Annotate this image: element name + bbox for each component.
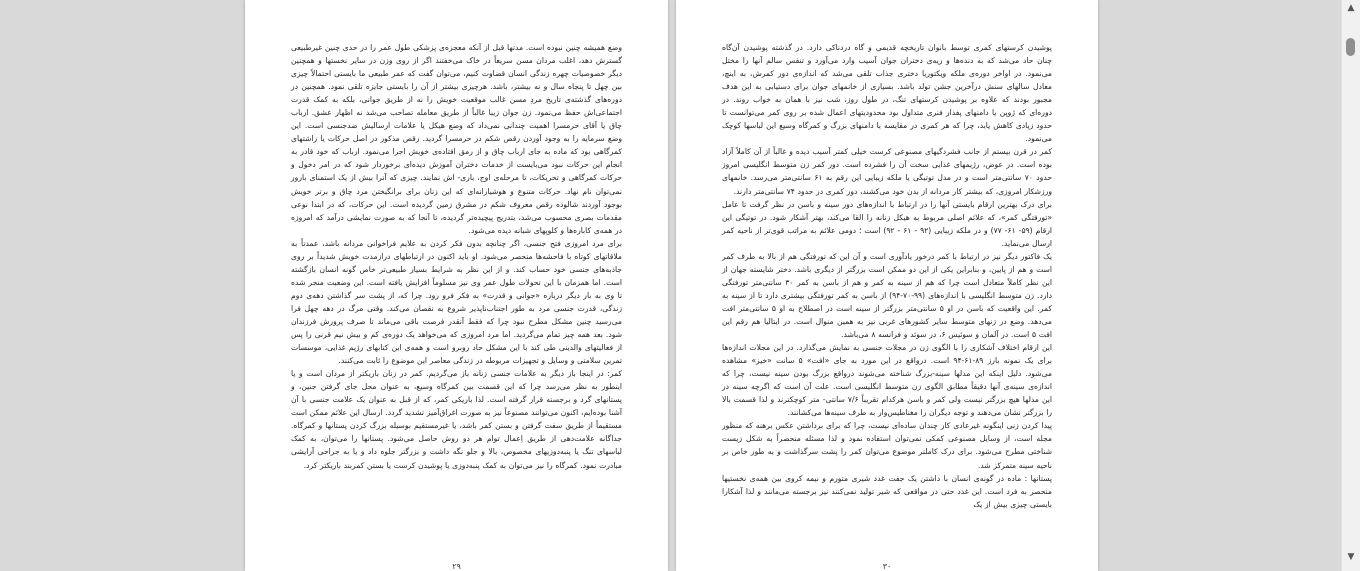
paragraph: پستانها : ماده در گونه‌ی انسان با داشتن یک جفت غدد شیری متورم و نیمه کروی بین همه‌ی نخستیها منحصر به فرد است. این غدد حتی در مواقعی که شیر تولید نمی‌کنند نیز برجسته می‌مانند و لذا آشکارا بایستی چیزی بیش از یک bbox=[722, 473, 1052, 509]
page-text bbox=[722, 41, 1052, 511]
scroll-thumb[interactable] bbox=[1346, 38, 1355, 56]
paragraph: کمر در قرن بیستم از جانب فشردگیهای مصنوعی کرست خیلی کمتر آسیب دیده و غالباً از آن کاملاً آزاد بوده است. در عوض، رژیمهای غذایی سخت آن را فشرده است. دور کمر زن متوسط انگلیسی امروز حدود ۷۰ سانتی‌متر است و در مدل توتیگی یا ملکه زیبایی این رقم به ۶۱ سانتی‌متر می‌رسد. خانمهای ورزشکار امروزی، که بیشتر کار مردانه از بدن خود می‌کشند، دور کمری در حدود ۷۴ سانتی‌متر دارند. bbox=[722, 147, 1053, 196]
paragraph: پوشیدن کرستهای کمری توسط بانوان تاریخچه قدیمی و گاه دردناکی دارد. در گذشته پوشیدن آن‌گاه چنان حاد می‌شد که به دنده‌ها و ریه‌ی دختران جوان آسیب وارد می‌آورد و تنفس سالم آنها را مختل می‌نمود. در اواخر دوره‌ی ملکه ویکتوریا دختری جذاب تلقی می‌شد که اندازه‌ی دور کمرش، به اینچ، معادل سالهای سنش درآخرین جشن تولد باشد. بسیاری از خانمهای جوان برای دستیابی به این هدف مجبور بودند که علاوه بر پوشیدن کرستهای تنگ، در طول روز، شب نیز با همان به خواب روند. در دوره‌ای که ژوپن یا دامنهای پفدار فنری متداول بود محدودیتهای اعمال شده بر روی کمر می‌توانست تا حدود زیادی کاهش یابد، چرا که هر کمری در مقایسه با دامنهای بزرگ و کمرگاه وسیع این لباسها کوچک می‌نمود. bbox=[722, 43, 1052, 144]
page-30 bbox=[676, 0, 1098, 571]
page-text bbox=[291, 41, 622, 472]
paragraph: برای درک بهترین ارقام بایستی آنها را در ارتباط با اندازه‌های دور سینه و باسن در نظر گرفت تا عامل «تورفتگی کمر»، که علائم اصلی مربوط به هیکل زنانه را القا می‌کند، بهتر آشکار شود. در توتیگی این ارقام (۵۹- ۶۱- ۷۷) و در ملکه زیبایی (۹۲ - ۶۱ - ۹۲) است ؛ دومی علائم به مراتب قوی‌تر از ناحیه کمر ارسال می‌نماید. bbox=[722, 199, 1052, 248]
paragraph: پیدا کردن زنی اینگونه غیرعادی کار چندان ساده‌ای نیست، چرا که برای برداشتن عکس برهنه که منظور مجله است، از وسایل مصنوعی کمکی نمی‌توان استفاده نمود و لذا مسئله منحصراً به شکل زیست شناختی مطرح می‌شود. برای درک کاملتر موضوع می‌توان کمر را پشت سرگذاشت و به طور خاص بر ناحیه سینه متمرکز شد. bbox=[722, 421, 1052, 470]
paragraph: یک فاکتور دیگر نیز در ارتباط با کمر درخور یادآوری است و آن این که تورفتگی هم از بالا به طرف کمر است و هم از پایین، و بنابراین یکی از این دو ممکن است بزرگتر از دیگری باشد. دختر شایسته جهان از این نظر کاملاً متعادل است چرا که هم از سینه به کمر و هم از باسن به کمر ۳۰ سانتی‌متر تورفتگی دارد. زن متوسط انگلیسی با اندازه‌های (۹۹-۷۰-۹۴) از باسن به کمر تورفتگی بیشتری دارد تا از سینه به کمر. این واقعیت که باسن در او ۵ سانتی‌متر بزرگتر از سینه است در اصطلاح به او ۵ سانتی‌متر افت می‌دهد. وضع در زنهای متوسط سایر کشورهای غربی نیز به همین منوال است. در ایتالیا هم رقم این افت ۵ است. در آلمان و سوئیس ۶، در سوئد و فرانسه ۸ می‌باشد. bbox=[722, 251, 1053, 340]
paragraph: کمر: در اینجا باز دیگر به علامات جنسی زنانه باز می‌گردیم. کمر در زنان باریکتر از مردان است و یا اینطور به نظر می‌رسد چرا که این قسمت بین کمرگاه وسیع، به عنوان محل جای گرفتن جنین، و پستانهای گرد و برجسته قرار گرفته است. لذا باریکی کمر، که از قبل به عنوان یک علامت جنسی با آن آشنا بوده‌ایم، اکنون می‌توانند مصنوعاً نیز به صورت اغراق‌آمیز تشدید گردد. ارسال این علائم ممکن است مستقیماً از طریق سفت گرفتن و بستن کمر باشد، یا غیرمستقیم بوسیله بزرگ کردن پستانها و کمرگاه. جداگانه علامت‌دهی از طریق اِعمال توام هر دو روش حاصل می‌شود. پستانها را می‌توان، به کمک لباسهای تنگ یا پنبه‌دوزیهای مخصوص، بالا و جلو نگه داشت و بزرگتر جلوه داد و یا به جراحی آرایشی مبادرت نمود. کمرگاه را نیز می‌توان به کمک پنبه‌دوزی یا پوشیدن کرست یا بستن کمربند باریکتر کرد. bbox=[291, 369, 622, 470]
page-29 bbox=[245, 0, 668, 571]
vertical-scrollbar[interactable] bbox=[1341, 0, 1360, 571]
page-number: ۳۰ bbox=[882, 562, 892, 571]
scroll-down-icon[interactable]: ▼ bbox=[1347, 552, 1355, 562]
paragraph: برای مرد امروزی فتح جنسی، اگر چنانچه بدون فکر کردن به علایم فراخوانی مردانه باشد، عمدتاً به ملاقاتهای کوتاه با فاحشه‌ها منحصر می‌شود. او باید اکنون در ارتباطهای درازمدت خویش شدیداً بر روی جاذبه‌های جنسی خود حساب کند. و از این نظر به شرایط بسیار طبیعی‌تر خاص گونه انسان بازگشته است. اما همزمان با این تحولات طول عمر وی نیز مسلوماً افزایش یافته است. این وضعیت منجر شده تا وی به بار دیگر درباره «جوانی و قدرت» به فکر فرو رود. چرا که، از پشت سر گذاشتن دهه‌ی دوم زندگی، قدرت جنسی مرد به طور اجتناب‌ناپذیر شروع به نقصان می‌کند. وقتی مرگ در دهه چهل فرا می‌رسید چنین مشکل مطرح نبود چرا که فقط آنقدر فرصت باقی می‌ماند تا صرف پرورش فرزندان شود. بعد همه چیز تمام می‌گردید. اما مرد امروزی که می‌خواهد یک دوره‌ی کم و بیش نیم قرنی را پس از فعالیتهای والدینی طی کند با این مشکل حاد روبرو است و همه‌ی این کتابهای رژیم غذایی، موسسات تمرین سلامتی و وسایل و تجهیزات مربوطه در زندگی معاصر این موضوع را ثابت می‌کنند. bbox=[291, 238, 622, 366]
page-number: ۲۹ bbox=[452, 562, 461, 571]
scroll-up-icon[interactable]: ▲ bbox=[1347, 3, 1355, 13]
paragraph: وضع همیشه چنین نبوده است. مدتها قبل از آنکه معجزه‌ی پزشکی طول عمر را در حدی چنین غیرطبیعی گسترش دهد، اغلب مردان مسن سریعاً در خاک می‌خفتند اگر از روی وزن در سایر نخستها و همچنین دیگر خصوصیات چهره زندگی انسان قضاوت کنیم، می‌توان گفت که عمر طبیعی ما بایستی احتمالاً چیزی بین چهل تا پنجاه سال و نه بیشتر، باشد. هرچیزی بیشتر از آن را بایستی جایزه تلقی نمود. همچنین در دوره‌های گذشته‌ی تاریخ مردِ مسن غالب موقعیت خویش را نه از طریق جوانی، بلکه به کمک قدرت اجتماعی‌اش حفظ می‌نمود. زن جوان زیبا غالباً از طریق معامله تصاحب می‌شد نه اظهار عشق. ارباب چاق یا آقای حرمسرا اهمیت چندانی نمی‌داد که وضع هیکل یا علامات ارسالیش ضدجنسی است. این وضع سرمایه را به وجود آوردن رقص شکم در حرمسرا گردید. رقص مذکور در اصل حرکات یا راشتهای کمرگاهی بود که ماده به جای ارباب چاق و از رمق افتاده‌ی خویش اجرا می‌نمود. ارباب که خود قادر به انجام این حرکات نبود می‌بایست از خدمات دختران آموزش دیده‌ای برخوردار شود که در امر دخول و حرکات کمرگاهی و تحریکات، تا مرحله‌ی اوج، باری- اش نمایند. چیزی که آنرا بیش از یک استمنای بارور نمی‌توان نام نهاد. حرکات متنوع و هوشیارانه‌ای که این زنان برای برانگیختن مرد چاق و برتر خویش بوجود آوردند شالوده رقص معروف شکم در مشرق زمین گردیده است. این حرکات، که در ابتدا نوعی مقدمات بصری محسوب می‌شد، بتدریج پیچیده‌تر گردیده، تا آنجا که به صورت نمایشی درآمد که امروزه در همه‌ی کاباره‌ها و کلوپهای شبانه دیده می‌شود. bbox=[291, 43, 622, 235]
paragraph: این ارقام اختلاف آشکاری را با الگوی زن در مجلات جنسی به نمایش می‌گذارد. در این مجلات اندازه‌ها برای یک نمونه بارز ۸۹-۶۱-۹۴ است. درواقع در این مورد به جای «افت» ۵ سانت «خیز» مشاهده می‌شود. دلیل اینکه این مدلها سینه-بزرگ شناخته می‌شوند درواقع بزرگ بودن سینه نیست، چرا که اندازه‌ی سینه‌ی آنها دقیقاً مطابق الگوی زن متوسط انگلیسی است. علت آن است که اگرچه سینه در این مدلها هیچ بزرگتر نیست ولی کمر و باسن هرکدام تقریباً ۷/۶ سانتی- متر کوچکترند و لذا قسمت بالا را بزرگتر نشان می‌دهند و توجه دیگران را مغناطیس‌وار به طرف سینه‌ها می‌کشانند. bbox=[722, 343, 1053, 418]
